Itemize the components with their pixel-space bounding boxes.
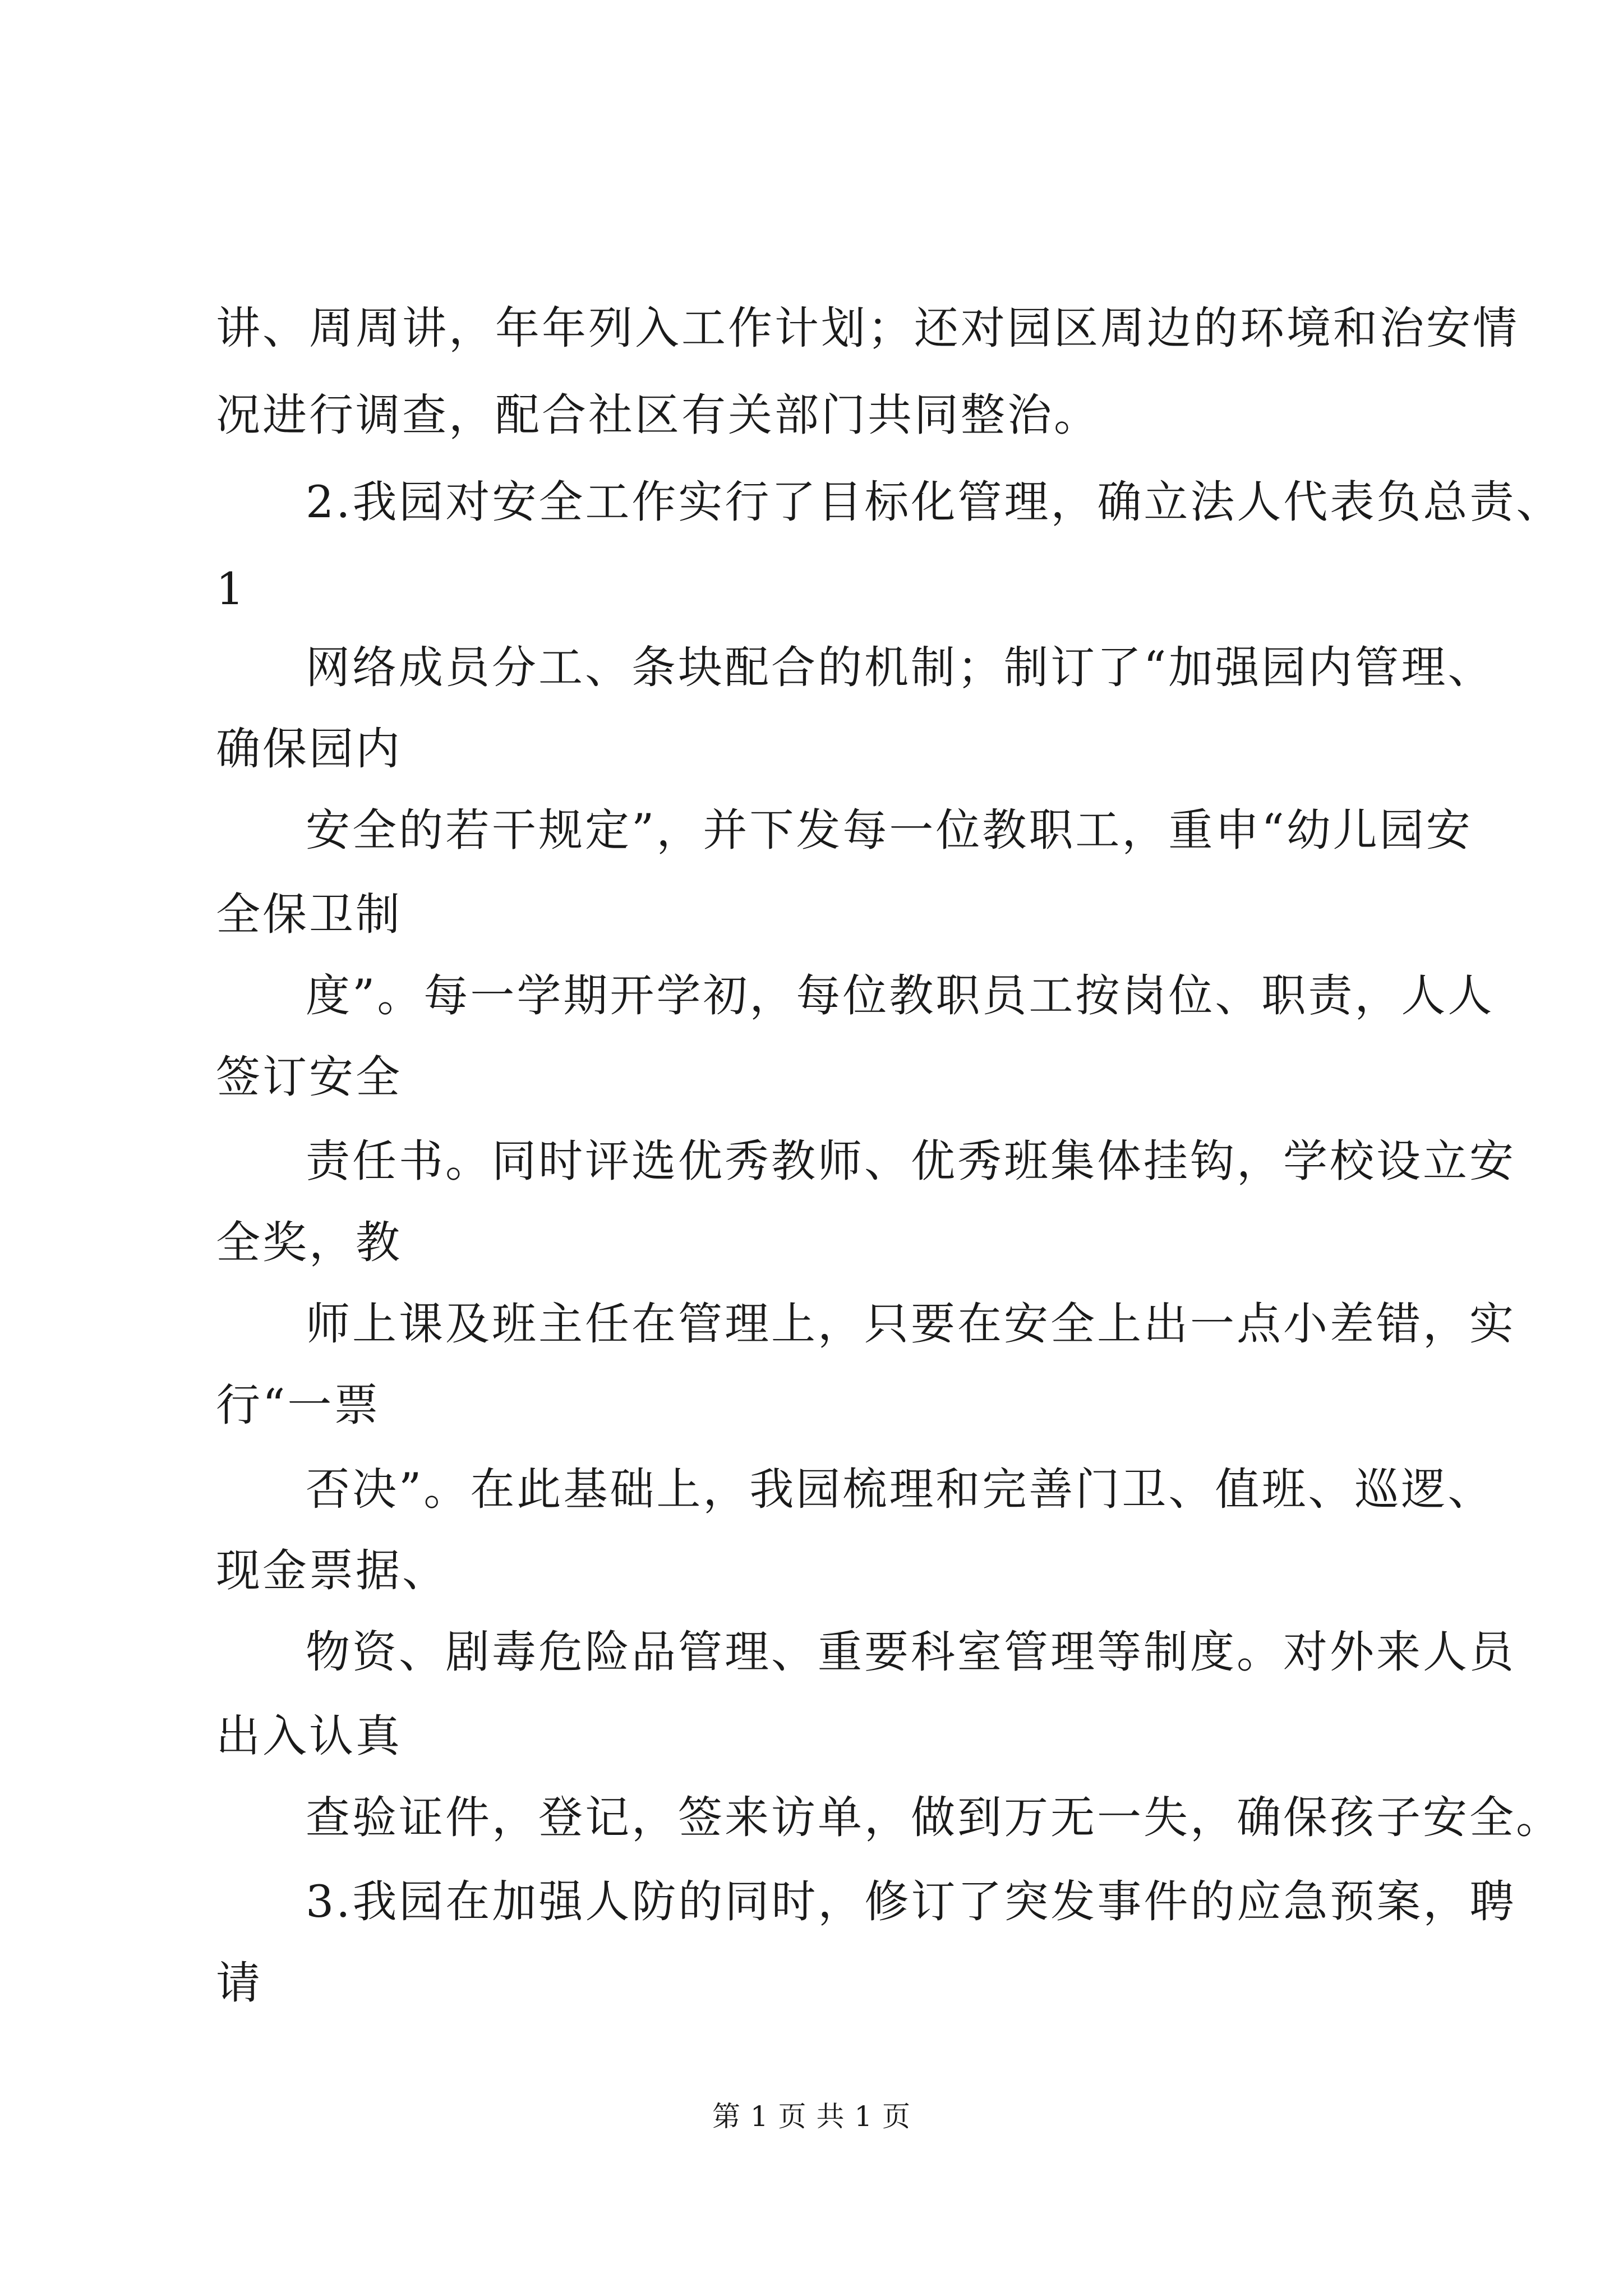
body-line: 安全的若干规定”，并下发每一位教职工，重申“幼儿园安 (306, 804, 1473, 856)
body-line: 网络成员分工、条块配合的机制；制订了“加强园内管理、 (306, 642, 1495, 693)
body-line: 物资、剧毒危险品管理、重要科室管理等制度。对外来人员 (306, 1626, 1516, 1678)
body-line: 况进行调查，配合社区有关部门共同整治。 (216, 389, 1100, 441)
body-line: 责任书。同时评选优秀教师、优秀班集体挂钩，学校设立安 (306, 1135, 1516, 1187)
body-line: 行“一票 (216, 1379, 381, 1431)
body-line: 师上课及班主任在管理上，只要在安全上出一点小差错，实 (306, 1298, 1516, 1350)
body-line: 度”。每一学期开学初，每位教职员工按岗位、职责，人人 (306, 970, 1495, 1022)
body-line: 全奖，教 (216, 1217, 402, 1268)
body-line: 1 (216, 563, 247, 615)
body-line: 否决”。在此基础上，我园梳理和完善门卫、值班、巡逻、 (306, 1464, 1495, 1515)
body-line: 讲、周周讲，年年列入工作计划；还对园区周边的环境和治安情 (216, 302, 1519, 354)
body-line: 查验证件，登记，签来访单，做到万无一失，确保孩子安全。 (306, 1792, 1562, 1843)
page-number-footer: 第 1 页 共 1 页 (712, 2100, 911, 2133)
body-line: 2.我园对安全工作实行了目标化管理，确立法人代表负总责、 (306, 476, 1563, 528)
body-line: 确保园内 (216, 723, 402, 775)
body-line: 出入认真 (216, 1710, 402, 1762)
body-line: 签订安全 (216, 1051, 402, 1103)
body-line: 请 (216, 1957, 262, 2009)
body-line: 3.我园在加强人防的同时，修订了突发事件的应急预案，聘 (306, 1876, 1516, 1927)
body-line: 现金票据、 (216, 1545, 449, 1596)
body-line: 全保卫制 (216, 889, 402, 940)
